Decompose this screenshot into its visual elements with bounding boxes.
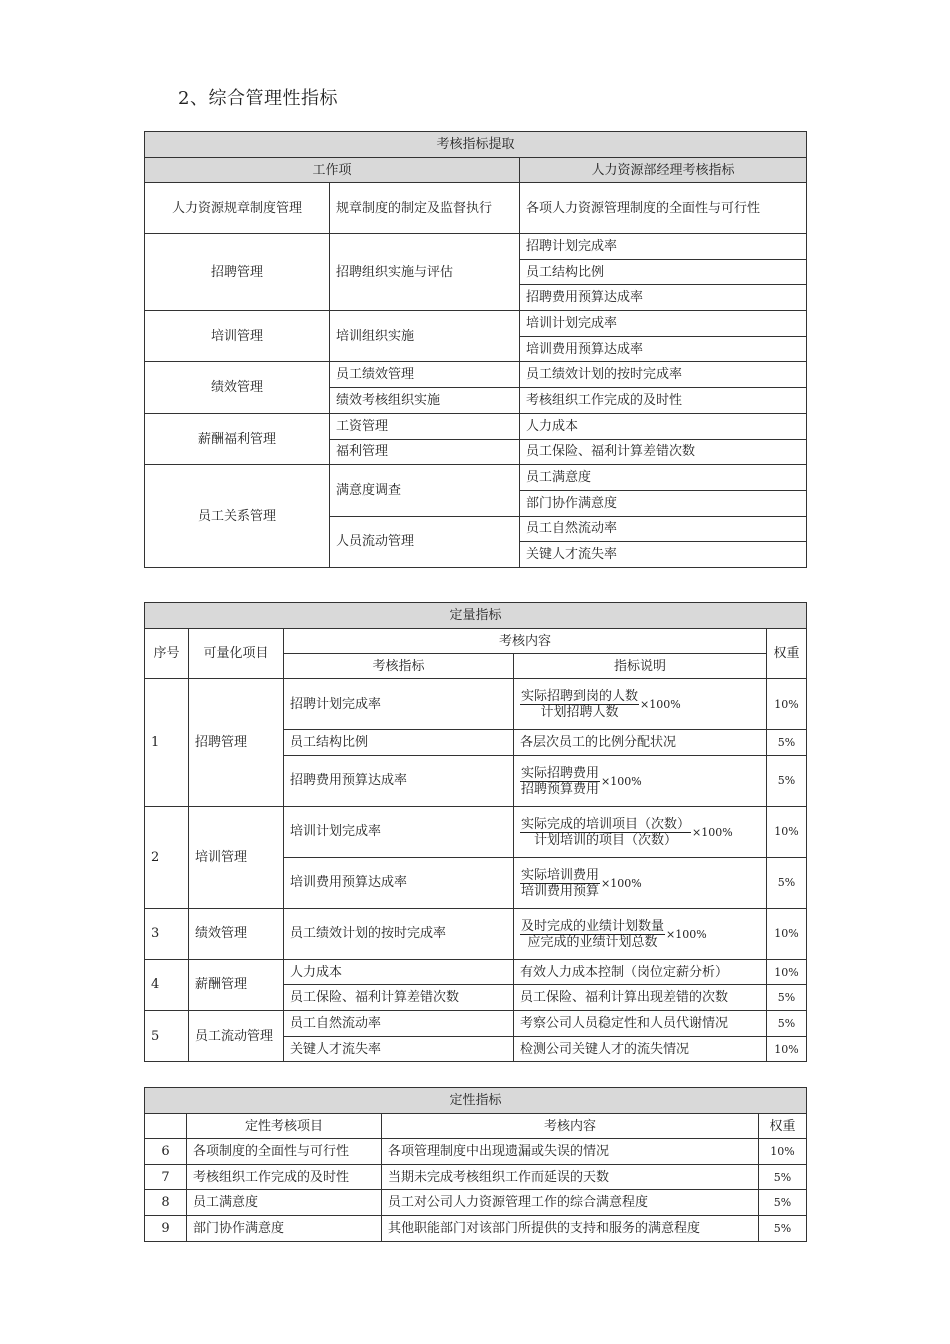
- table-row: [145, 1216, 807, 1242]
- content-cell: 员工对公司人力资源管理工作的综合满意程度: [382, 1190, 759, 1216]
- formula-multiplier: ×100%: [640, 698, 681, 711]
- kpi-cell: 各项人力资源管理制度的全面性与可行性: [520, 183, 807, 234]
- header-no: 序号: [145, 629, 189, 679]
- header-weight: 权重: [759, 1114, 807, 1139]
- kpi-cell: 培训计划完成率: [520, 311, 807, 337]
- weight-cell: 5%: [759, 1216, 807, 1242]
- item-cell: 员工流动管理: [189, 1011, 284, 1062]
- weight-cell: 5%: [767, 730, 807, 756]
- kpi-cell: 员工自然流动率: [520, 516, 807, 542]
- content-cell: 各项管理制度中出现遗漏或失误的情况: [382, 1139, 759, 1165]
- desc-cell: 有效人力成本控制（岗位定薪分析）: [514, 959, 767, 985]
- row-number: 7: [145, 1164, 187, 1190]
- formula-multiplier: ×100%: [666, 927, 707, 941]
- formula-multiplier: ×100%: [601, 876, 642, 890]
- formula: [520, 817, 733, 848]
- kpi-cell: 培训费用预算达成率: [520, 336, 807, 362]
- kpi-cell: 关键人才流失率: [284, 1036, 514, 1062]
- weight-cell: 10%: [767, 806, 807, 857]
- formula: [520, 689, 681, 720]
- table-row: [145, 234, 807, 260]
- table-row: [145, 908, 807, 959]
- fraction: [520, 919, 665, 950]
- task-cell: 规章制度的制定及监督执行: [330, 183, 520, 234]
- kpi-cell: 员工保险、福利计算差错次数: [284, 985, 514, 1011]
- item-cell: 各项制度的全面性与可行性: [187, 1139, 382, 1165]
- weight-cell: 10%: [767, 679, 807, 730]
- table-title: 定性指标: [145, 1088, 807, 1114]
- task-cell: 培训组织实施: [330, 311, 520, 362]
- weight-cell: 10%: [759, 1139, 807, 1165]
- row-number: 2: [145, 806, 189, 908]
- formula-cell: [514, 857, 767, 908]
- fraction: [520, 766, 600, 797]
- formula: [520, 868, 642, 899]
- kpi-cell: 招聘计划完成率: [284, 679, 514, 730]
- weight-cell: 10%: [767, 959, 807, 985]
- row-number: 6: [145, 1139, 187, 1165]
- desc-cell: 考察公司人员稳定性和人员代谢情况: [514, 1011, 767, 1037]
- header-item: 定性考核项目: [187, 1114, 382, 1139]
- task-cell: 福利管理: [330, 439, 520, 465]
- weight-cell: 5%: [767, 1011, 807, 1037]
- header-item: 可量化项目: [189, 629, 284, 679]
- kpi-cell: 员工结构比例: [520, 259, 807, 285]
- header-row: [145, 1114, 807, 1139]
- content-cell: 其他职能部门对该部门所提供的支持和服务的满意程度: [382, 1216, 759, 1242]
- formula-multiplier: ×100%: [601, 774, 642, 788]
- formula-numerator: 实际招聘费用: [521, 765, 600, 781]
- row-number: 8: [145, 1190, 187, 1216]
- header-kpi: 考核指标: [284, 654, 514, 679]
- header-content: 考核内容: [284, 629, 767, 654]
- desc-cell: 员工保险、福利计算出现差错的次数: [514, 985, 767, 1011]
- formula-denominator: 招聘预算费用: [521, 781, 600, 797]
- formula: [520, 766, 642, 797]
- fraction: [520, 868, 600, 899]
- item-cell: 薪酬管理: [189, 959, 284, 1010]
- formula-denominator: 计划培训的项目（次数）: [534, 832, 678, 848]
- kpi-cell: 考核组织工作完成的及时性: [520, 388, 807, 414]
- item-cell: 绩效管理: [189, 908, 284, 959]
- task-cell: 工资管理: [330, 413, 520, 439]
- item-cell: 员工满意度: [187, 1190, 382, 1216]
- formula-cell: [514, 679, 767, 730]
- kpi-cell: 招聘费用预算达成率: [520, 285, 807, 311]
- formula-numerator: 实际完成的培训项目（次数）: [521, 816, 691, 832]
- fraction: [520, 689, 639, 720]
- table-row: [145, 806, 807, 857]
- header-content: 考核内容: [382, 1114, 759, 1139]
- task-cell: 人员流动管理: [330, 516, 520, 567]
- table-row: [145, 465, 807, 491]
- weight-cell: 10%: [767, 1036, 807, 1062]
- kpi-cell: 员工保险、福利计算差错次数: [520, 439, 807, 465]
- weight-cell: 10%: [767, 908, 807, 959]
- weight-cell: 5%: [759, 1164, 807, 1190]
- area-cell: 员工关系管理: [145, 465, 330, 568]
- item-cell: 考核组织工作完成的及时性: [187, 1164, 382, 1190]
- header-work-item: 工作项: [145, 158, 520, 183]
- item-cell: 招聘管理: [189, 679, 284, 807]
- formula-numerator: 及时完成的业绩计划数量: [521, 918, 665, 934]
- table-row: [145, 1164, 807, 1190]
- kpi-cell: 员工结构比例: [284, 730, 514, 756]
- formula-multiplier: ×100%: [692, 825, 733, 839]
- formula-denominator: 计划招聘人数: [540, 705, 619, 720]
- formula: [520, 919, 707, 950]
- fraction: [520, 817, 691, 848]
- task-cell: 绩效考核组织实施: [330, 388, 520, 414]
- title-row: [145, 1088, 807, 1114]
- content-cell: 当期未完成考核组织工作而延误的天数: [382, 1164, 759, 1190]
- weight-cell: 5%: [767, 755, 807, 806]
- desc-cell: 检测公司关键人才的流失情况: [514, 1036, 767, 1062]
- task-cell: 满意度调查: [330, 465, 520, 516]
- table-row: [145, 362, 807, 388]
- row-number: 1: [145, 679, 189, 807]
- header-kpi: 人力资源部经理考核指标: [520, 158, 807, 183]
- kpi-cell: 关键人才流失率: [520, 542, 807, 568]
- area-cell: 绩效管理: [145, 362, 330, 413]
- item-cell: 培训管理: [189, 806, 284, 908]
- kpi-cell: 培训费用预算达成率: [284, 857, 514, 908]
- table-row: [145, 679, 807, 730]
- kpi-cell: 招聘计划完成率: [520, 234, 807, 260]
- row-number: 4: [145, 959, 189, 1010]
- title-row: [145, 603, 807, 629]
- table-row: [145, 1139, 807, 1165]
- area-cell: 培训管理: [145, 311, 330, 362]
- header-row: [145, 158, 807, 183]
- area-cell: 薪酬福利管理: [145, 413, 330, 464]
- formula-numerator: 实际招聘到岗的人数: [521, 689, 639, 704]
- section-heading: 2、综合管理性指标: [178, 88, 338, 109]
- title-row: [145, 132, 807, 158]
- kpi-cell: 员工绩效计划的按时完成率: [284, 908, 514, 959]
- weight-cell: 5%: [767, 857, 807, 908]
- kpi-cell: 招聘费用预算达成率: [284, 755, 514, 806]
- formula-cell: [514, 908, 767, 959]
- qualitative-table: [144, 1087, 807, 1242]
- formula-denominator: 应完成的业绩计划总数: [527, 934, 658, 950]
- row-number: 5: [145, 1011, 189, 1062]
- extraction-table: [144, 131, 807, 568]
- row-number: 9: [145, 1216, 187, 1242]
- kpi-cell: 人力成本: [520, 413, 807, 439]
- kpi-cell: 员工自然流动率: [284, 1011, 514, 1037]
- header-weight: 权重: [767, 629, 807, 679]
- table-row: [145, 1011, 807, 1037]
- table-title: 定量指标: [145, 603, 807, 629]
- table-row: [145, 183, 807, 234]
- kpi-cell: 员工满意度: [520, 465, 807, 491]
- area-cell: 招聘管理: [145, 234, 330, 311]
- table-title: 考核指标提取: [145, 132, 807, 158]
- kpi-cell: 员工绩效计划的按时完成率: [520, 362, 807, 388]
- weight-cell: 5%: [759, 1190, 807, 1216]
- formula-cell: [514, 755, 767, 806]
- table-row: [145, 959, 807, 985]
- formula-denominator: 培训费用预算: [521, 883, 600, 899]
- kpi-cell: 人力成本: [284, 959, 514, 985]
- table-row: [145, 1190, 807, 1216]
- quantitative-table: [144, 602, 807, 1062]
- area-cell: 人力资源规章制度管理: [145, 183, 330, 234]
- task-cell: 招聘组织实施与评估: [330, 234, 520, 311]
- kpi-cell: 培训计划完成率: [284, 806, 514, 857]
- table-row: [145, 413, 807, 439]
- header-desc: 指标说明: [514, 654, 767, 679]
- table-row: [145, 311, 807, 337]
- row-number: 3: [145, 908, 189, 959]
- task-cell: 员工绩效管理: [330, 362, 520, 388]
- item-cell: 部门协作满意度: [187, 1216, 382, 1242]
- formula-numerator: 实际培训费用: [521, 867, 600, 883]
- kpi-cell: 部门协作满意度: [520, 490, 807, 516]
- desc-cell: 各层次员工的比例分配状况: [514, 730, 767, 756]
- header-blank: [145, 1114, 187, 1139]
- formula-cell: [514, 806, 767, 857]
- header-row: [145, 629, 807, 654]
- weight-cell: 5%: [767, 985, 807, 1011]
